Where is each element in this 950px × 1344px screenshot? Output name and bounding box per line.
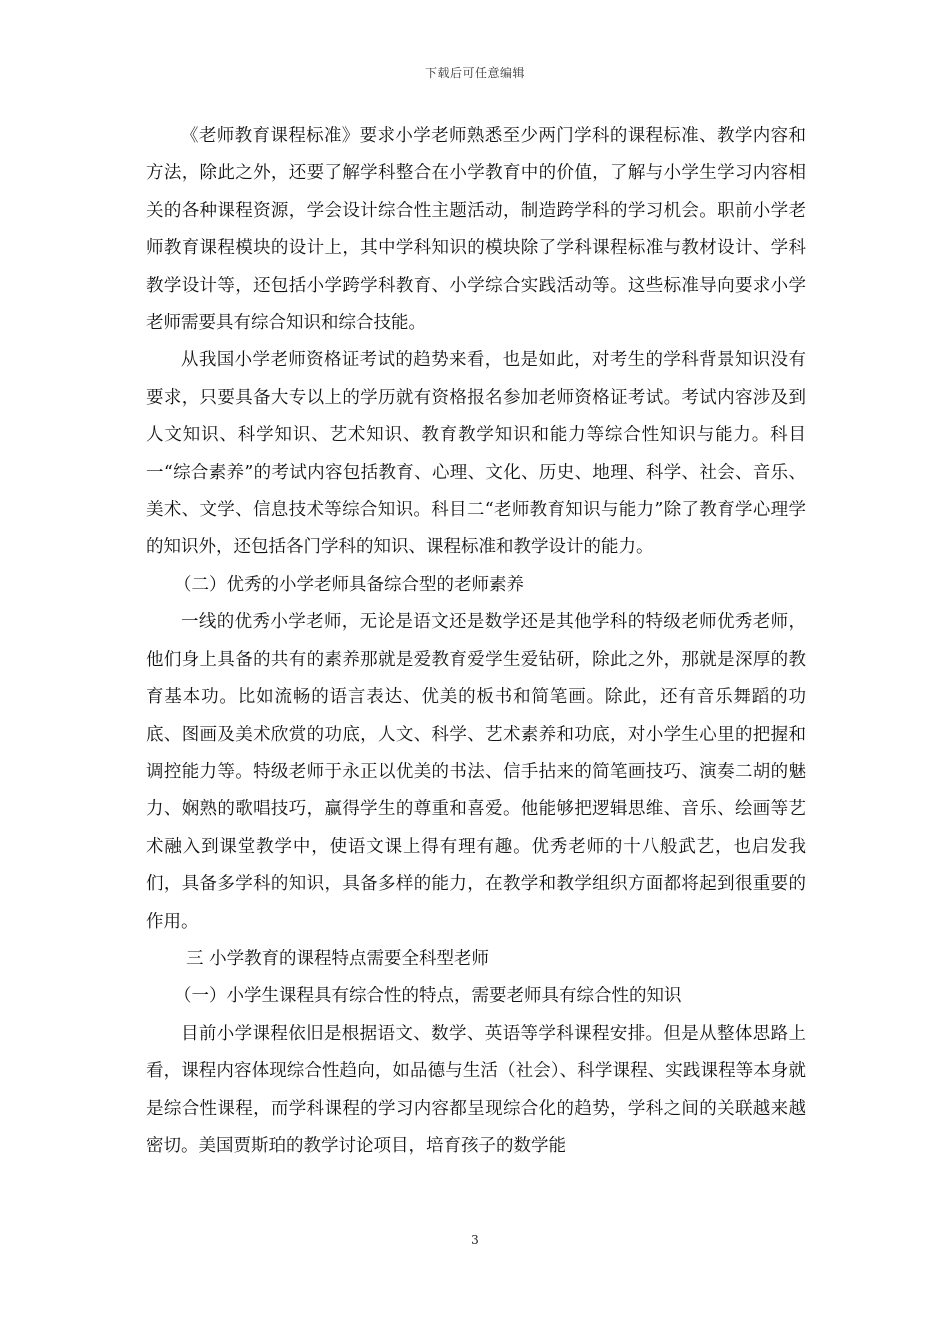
paragraph-curriculum-standard: 《老师教育课程标准》要求小学老师熟悉至少两门学科的课程标准、教学内容和方法，除此之外，还要了解学科整合在小学教育中的价值，了解与小学生学习内容相关的各种课程资源，学会设计综合性主题活动，制造跨学科的学习机会。职前小学老师教育课程模块的设计上，其中学科知识的模块除了学科课程标准与教材设计、学科教学设计等，还包括小学跨学科教育、小学综合实践活动等。这些标准导向要求小学老师需要具有综合知识和综合技能。	[146, 126, 806, 334]
subheading-teacher-literacy: （二）优秀的小学老师具备综合型的老师素养	[174, 574, 524, 595]
paragraph-certification-exam: 从我国小学老师资格证考试的趋势来看，也是如此，对考生的学科背景知识没有要求，只要具备大专以上的学历就有资格报名参加老师资格证考试。考试内容涉及到人文知识、科学知识、艺术知识、教育教学知识和能力等综合性知识与能力。科目一“综合素养”的考试内容包括教育、心理、文化、历史、地理、科学、社会、音乐、美术、文学、信息技术等综合知识。科目二“老师教育知识与能力”除了教育学心理学的知识外，还包括各门学科的知识、课程标准和教学设计的能力。	[146, 350, 806, 558]
paragraph-excellent-teachers: 一线的优秀小学老师，无论是语文还是数学还是其他学科的特级老师优秀老师，他们身上具备的共有的素养那就是爱教育爱学生爱钻研，除此之外，那就是深厚的教育基本功。比如流畅的语言表达、优美的板书和简笔画。除此，还有音乐舞蹈的功底、图画及美术欣赏的功底，人文、科学、艺术素养和功底，对小学生心里的把握和调控能力等。特级老师于永正以优美的书法、信手拈来的简笔画技巧、演奏二胡的魅力、娴熟的歌唱技巧，赢得学生的尊重和喜爱。他能够把逻辑思维、音乐、绘画等艺术融入到课堂教学中，使语文课上得有理有趣。优秀老师的十八般武艺，也启发我们，具备多学科的知识，具备多样的能力，在教学和教学组织方面都将起到很重要的作用。	[146, 612, 806, 932]
page-number: 3	[471, 1233, 479, 1247]
page-header: 下载后可任意编辑	[424, 66, 525, 80]
subheading-integrated-curriculum: （一）小学生课程具有综合性的特点，需要老师具有综合性的知识	[174, 986, 682, 1007]
section-heading-three: 三 小学教育的课程特点需要全科型老师	[186, 948, 490, 969]
document-body	[146, 118, 806, 1165]
paragraph-current-curriculum: 目前小学课程依旧是根据语文、数学、英语等学科课程安排。但是从整体思路上看，课程内容体现综合性趋向，如品德与生活（社会）、科学课程、实践课程等本身就是综合性课程，而学科课程的学习内容都呈现综合化的趋势，学科之间的关联越来越密切。美国贾斯珀的教学讨论项目，培育孩子的数学能	[146, 1023, 806, 1156]
